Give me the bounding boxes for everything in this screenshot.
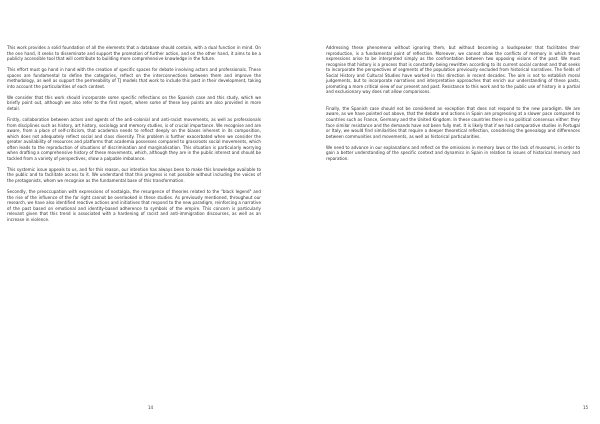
right-text-column — [326, 45, 580, 167]
paragraph: Finally, the Spanish case should not be considered an exception that does not respond to the new paradigm. We are aware, as we have pointed out above, that the debate and actions in Spain are progressing at a slower pace compared to countries such as France, Germany and the United Kingdom. In these countries there is no political consensus either: they face similar resistance and the demands have not been fully met. It is likely that if we had comparative studies in Portugal or Italy, we would find similarities that require a deeper theoretical reflection, considering the genealogy and differences between communities and movements, as well as historical particularities. — [326, 105, 580, 139]
paragraph: Addressing these phenomena without ignoring them, but without becoming a loudspeaker that facilitates their reproduction, is a fundamental point of reflection. Moreover, we cannot allow the conflicts of memory in which these expressions arise to be interpreted simply as the confrontation between two opposing visions of the past. We must recognise that history is a process that is constantly being rewritten according to its current social context and that seeks to incorporate the perspectives of segments of the population previously excluded from historical narratives. The fields of Social History and Cultural Studies have worked in this direction in recent decades. The aim is not to establish moral judgements, but to incorporate narratives and interpretative approaches that enrich our understanding of these pasts, promoting a more critical view of our present and past. Resistance to this work and to the public use of history in a partial and exclusionary way does not allow comparisons. — [326, 45, 580, 95]
left-text-column — [7, 45, 261, 228]
page-number: 14 — [148, 405, 154, 410]
paragraph: We need to advance in our explanations and reflect on the omissions in memory laws or the lack of museums, in order to gain a better understanding of the specific context and dynamics in Spain in relation to issues of historical memory and reparation. — [326, 144, 580, 161]
paragraph: This effort must go hand in hand with the creation of specific spaces for debate involving actors and professionals. These spaces are fundamental to define the categories, reflect on the interconnections between them and improve the methodology, as well as support the permeability of TJ models that work to include this past in their development, taking into account the particularities of each context. — [7, 67, 261, 89]
paragraph: This work provides a solid foundation of all the elements that a database should contain, with a dual function in mind. On the one hand, it seeks to disseminate and support the promotion of further action, and on the other hand, it aims to be a publicly accessible tool that will contribute to building more comprehensive knowledge in the future. — [7, 45, 261, 62]
paragraph: We consider that this work should incorporate some specific reflections on the Spanish case and this study, which we briefly point out, although we also refer to the first report, where some of these key points are also provided in more detail. — [7, 94, 261, 111]
paragraph: This systemic issue appeals to us, and for this reason, our intention has always been to make this knowledge available to the public and to facilitate access to it. We understand that this progress is not possible without including the voices of the protagonists, whom we recognise as the fundamental base of this transformation. — [7, 166, 261, 183]
page-number: 15 — [583, 405, 589, 410]
paragraph: Firstly, collaboration between actors and agents of the anti-colonial and anti-racist movements, as well as professionals from disciplines such as history, art history, sociology and memory studies, is of crucial importance. We recognise and are aware, from a place of self-criticism, that academia needs to reflect deeply on the biases inherent in its composition, which does not adequately reflect social and class diversity. This problem is further exacerbated when we consider the greater availability of resources and platforms that academia possesses compared to grassroots social movements, which often leads to the reproduction of situations of discrimination and marginalisation. This situation is particularly worrying when drafting a comprehensive history of these movements, which, although they are in the public interest and should be tackled from a variety of perspectives, show a palpable imbalance. — [7, 116, 261, 161]
right-page — [300, 0, 600, 424]
paragraph: Secondly, the preoccupation with expressions of nostalgia, the resurgence of theories related to the "black legend" and the rise of the influence of the far right cannot be overlooked in these studies. As previously mentioned, throughout our research, we have also identified reactive actions and initiatives that respond to the new paradigm, reinforcing a narrative of the past based on emotional and identity-based adherence to symbols of the empire. This concern is particularly relevant given that this trend is associated with a hardening of racist and anti-immigration discourses, as well as an increase in violence. — [7, 188, 261, 222]
